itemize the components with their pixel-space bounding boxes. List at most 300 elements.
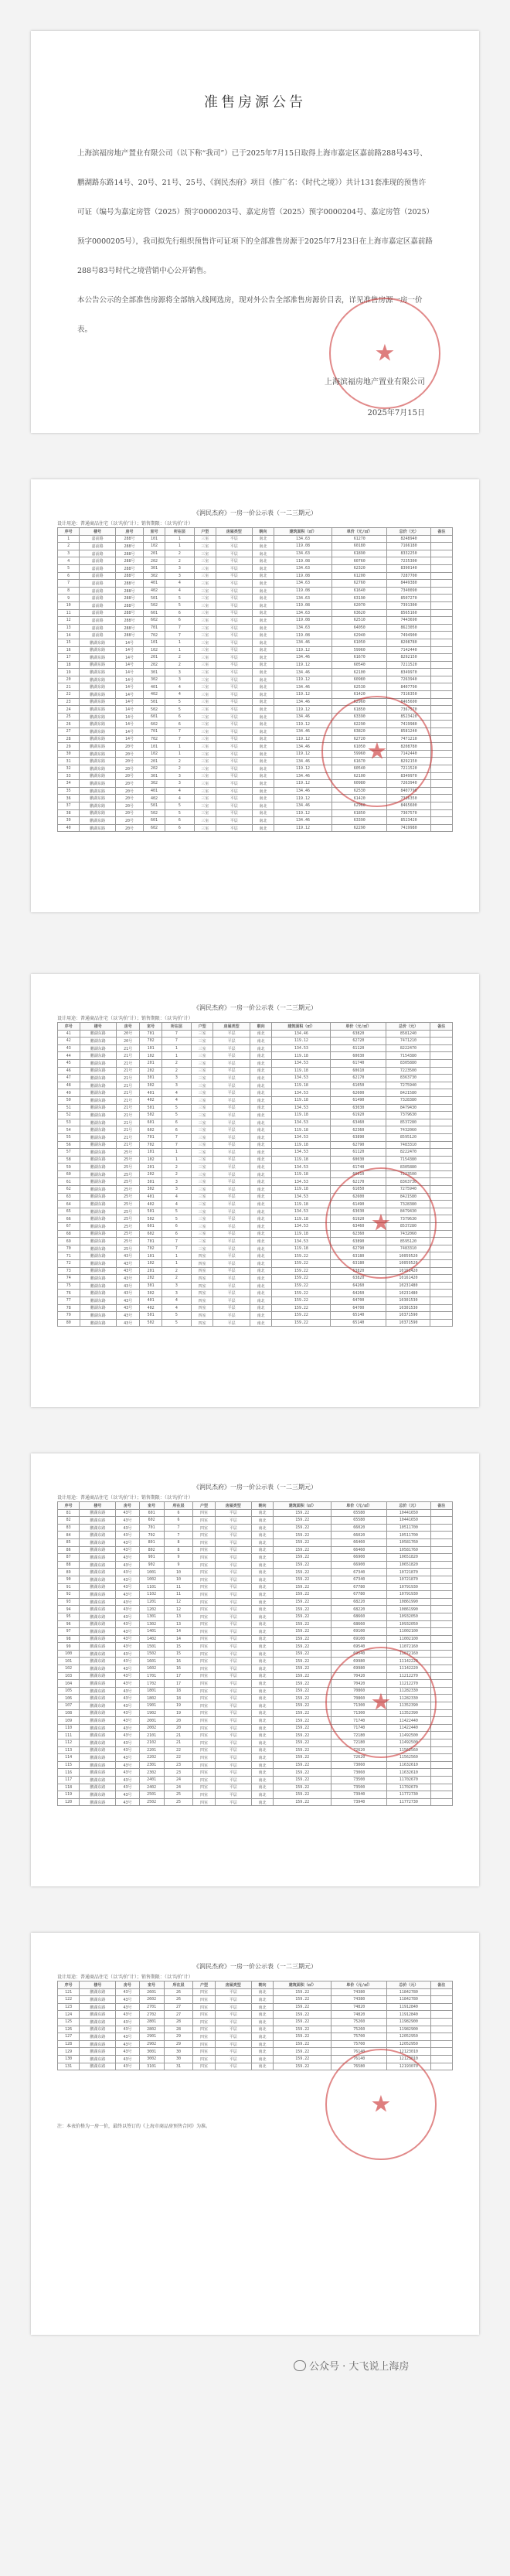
table-cell: 62100 <box>332 669 387 676</box>
table-cell: 159.22 <box>274 1606 332 1613</box>
table-caption: 《润民杰府》一房一价公示表（一二三期元） <box>193 1963 317 1970</box>
table-cell: 7 <box>165 624 195 632</box>
table-cell: 201 <box>143 550 165 557</box>
table-cell: 159.22 <box>274 1732 332 1739</box>
table-cell: 159.22 <box>274 1517 332 1525</box>
table-cell: 61670 <box>332 758 387 765</box>
table-cell: 8292150 <box>387 758 430 765</box>
table-cell: 3 <box>165 572 195 580</box>
column-header: 房号 <box>116 1981 139 1989</box>
table-cell: 119.18 <box>272 1230 331 1238</box>
table-cell: 159.22 <box>272 1290 331 1297</box>
table-cell: 4 <box>162 1201 191 1208</box>
table-cell <box>430 1509 452 1517</box>
table-cell: 16 <box>164 1658 193 1665</box>
table-cell: 平层 <box>216 750 252 758</box>
table-cell: 四室 <box>193 1680 215 1688</box>
table-cell: 43号 <box>116 1761 139 1769</box>
table-cell: 5 <box>165 802 195 809</box>
table-cell: 95 <box>58 1613 80 1620</box>
table-cell: 鹏湖东路 <box>80 1178 116 1186</box>
table-cell: 702 <box>140 1038 162 1045</box>
table-cell: 72620 <box>332 1754 387 1762</box>
table-cell <box>430 1186 453 1194</box>
table-cell: 74 <box>58 1275 80 1283</box>
table-cell <box>430 802 452 809</box>
table-cell: 62170 <box>331 1178 386 1186</box>
table-cell: 四室 <box>193 1554 215 1562</box>
table-cell: 119.18 <box>272 1215 331 1223</box>
table-cell <box>430 1112 453 1119</box>
table-cell: 平层 <box>215 1754 251 1762</box>
table-cell: 159.22 <box>274 1996 332 2004</box>
table-cell: 201 <box>140 1164 162 1171</box>
table-cell: 11982900 <box>387 2026 431 2033</box>
table-cell: 10651820 <box>387 1561 431 1569</box>
table-cell: 16 <box>58 646 80 654</box>
table-row <box>58 824 453 832</box>
table-cell: 159.22 <box>274 1672 332 1680</box>
table-cell: 25号 <box>116 1201 139 1208</box>
table-cell: 南北 <box>252 535 274 543</box>
table-cell: 4 <box>162 1297 191 1304</box>
table-cell <box>430 2055 452 2063</box>
table-cell: 8349970 <box>387 669 430 676</box>
table-cell: 79 <box>58 1312 80 1320</box>
table-cell: 20号 <box>116 750 144 758</box>
table-cell <box>430 1746 452 1754</box>
table-cell: 9 <box>58 595 80 602</box>
table-cell: 南北 <box>251 2011 273 2019</box>
table-cell: 288号 <box>116 624 144 632</box>
table-cell: 25号 <box>116 1223 139 1231</box>
table-cell: 南北 <box>250 1275 272 1283</box>
table-cell: 南北 <box>251 1561 273 1569</box>
table-cell <box>430 654 452 662</box>
table-cell: 鹏湖东路 <box>80 2040 116 2048</box>
table-cell: 62290 <box>332 721 387 728</box>
table-cell <box>430 1245 453 1252</box>
table-cell: 南北 <box>251 2063 273 2070</box>
table-row <box>58 1312 453 1320</box>
table-cell: 7 <box>162 1245 191 1252</box>
table-cell: 南北 <box>252 735 274 743</box>
table-cell: 70420 <box>332 1672 387 1680</box>
table-cell: 8565160 <box>387 609 430 617</box>
table-cell: 鹏湖东路 <box>80 1067 116 1075</box>
table-cell: 288号 <box>116 601 144 609</box>
table-cell: 64050 <box>332 624 387 632</box>
table-cell <box>430 795 452 802</box>
table-cell: 62720 <box>331 1038 386 1045</box>
table-cell: 27 <box>58 728 80 736</box>
table-cell: 61890 <box>332 550 387 557</box>
table-cell: 平层 <box>213 1082 250 1089</box>
table-cell: 13 <box>164 1613 193 1620</box>
table-cell: 南北 <box>251 2048 273 2056</box>
table-cell: 1601 <box>139 1658 164 1665</box>
table-cell: 平层 <box>215 2063 251 2070</box>
table-cell: 21号 <box>116 1119 139 1126</box>
table-cell: 平层 <box>213 1260 250 1268</box>
table-cell: 鹏湖东路 <box>80 824 116 832</box>
table-cell: 平层 <box>216 706 252 714</box>
table-cell: 134.46 <box>274 654 332 662</box>
table-cell: 159.22 <box>274 1658 332 1665</box>
table-cell: 17 <box>164 1672 193 1680</box>
table-cell: 三室 <box>194 617 216 625</box>
table-cell: 7 <box>162 1038 191 1045</box>
table-cell: 68 <box>58 1230 80 1238</box>
table-cell: 73940 <box>332 1791 387 1799</box>
table-cell: 288号 <box>116 557 144 565</box>
table-cell: 7316350 <box>387 691 430 699</box>
table-cell: 61270 <box>332 535 387 543</box>
table-cell: 701 <box>143 728 165 736</box>
table-cell <box>430 1517 452 1525</box>
table-cell: 501 <box>143 802 165 809</box>
table-cell <box>430 683 452 691</box>
table-cell: 20号 <box>116 795 144 802</box>
table-cell: 902 <box>139 1561 164 1569</box>
table-cell: 25号 <box>116 1193 139 1201</box>
table-cell: 南北 <box>250 1178 272 1186</box>
table-cell: 60760 <box>332 557 387 565</box>
table-cell: 65580 <box>332 1517 387 1525</box>
table-cell: 平层 <box>215 1517 251 1525</box>
column-header: 楼号 <box>80 1502 116 1510</box>
table-cell: 三室 <box>194 817 216 825</box>
table-cell: 鹏湖东路 <box>80 1141 116 1149</box>
table-cell: 平层 <box>213 1304 250 1312</box>
table-cell: 159.22 <box>274 1746 332 1754</box>
table-cell: 三室 <box>191 1082 213 1089</box>
table-cell: 平层 <box>215 1680 251 1688</box>
table-cell: 鹏湖东路 <box>80 1613 116 1620</box>
table-cell: 四室 <box>193 1517 215 1525</box>
table-cell: 三室 <box>191 1223 213 1231</box>
table-cell: 61920 <box>331 1215 386 1223</box>
table-row <box>58 564 453 572</box>
column-header: 室号 <box>139 1502 164 1510</box>
table-cell: 43号 <box>116 1267 139 1275</box>
table-cell: 四室 <box>193 1702 215 1710</box>
table-cell: 平层 <box>215 1798 251 1806</box>
table-cell: 106 <box>58 1695 80 1702</box>
table-cell: 1 <box>165 646 195 654</box>
table-cell <box>430 1583 452 1591</box>
table-cell: 8 <box>164 1546 193 1554</box>
table-cell: 2102 <box>139 1739 164 1747</box>
table-cell: 平层 <box>216 765 252 773</box>
table-cell: 62070 <box>332 601 387 609</box>
table-row <box>58 1304 453 1312</box>
table-cell: 301 <box>143 564 165 572</box>
column-header: 所在层 <box>164 1502 193 1510</box>
table-cell: 四室 <box>193 1672 215 1680</box>
table-cell: 62760 <box>332 580 387 588</box>
table-cell: 82 <box>58 1517 80 1525</box>
table-cell: 119.12 <box>274 795 332 802</box>
table-row <box>58 2040 453 2048</box>
table-cell: 14号 <box>116 713 144 721</box>
table-cell <box>430 1096 453 1104</box>
table-cell: 32 <box>58 765 80 773</box>
table-cell: 118 <box>58 1784 80 1791</box>
table-cell: 平层 <box>215 1672 251 1680</box>
table-cell: 25号 <box>116 1238 139 1245</box>
table-cell: 10371590 <box>386 1319 430 1327</box>
table-cell: 12193070 <box>387 2063 431 2070</box>
table-cell: 159.22 <box>274 2048 332 2056</box>
table-cell: 南北 <box>250 1223 272 1231</box>
table-cell: 鹏湖东路 <box>80 2033 116 2041</box>
table-cell <box>430 1576 452 1583</box>
table-cell: 7379630 <box>386 1215 430 1223</box>
table-row <box>58 550 453 557</box>
table-cell: 四室 <box>193 1732 215 1739</box>
table-cell: 119 <box>58 1791 80 1799</box>
table-cell: 平层 <box>216 646 252 654</box>
table-cell: 116 <box>58 1769 80 1777</box>
table-cell: 11 <box>164 1583 193 1591</box>
table-cell: 75260 <box>332 2018 387 2026</box>
table-cell: 801 <box>139 1538 164 1546</box>
column-header: 总价（元） <box>387 1981 431 1989</box>
table-cell: 南北 <box>252 787 274 795</box>
column-header: 户型 <box>191 1023 213 1031</box>
table-cell: 119.12 <box>274 721 332 728</box>
table-cell: 鹏湖东路 <box>80 780 116 788</box>
table-cell: 1702 <box>139 1680 164 1688</box>
table-cell: 4 <box>162 1193 191 1201</box>
table-cell: 平层 <box>215 1739 251 1747</box>
table-cell: 63180 <box>331 1252 386 1260</box>
table-cell: 10 <box>164 1576 193 1583</box>
table-cell <box>430 2018 452 2026</box>
table-cell: 南北 <box>252 691 274 699</box>
table-cell: 四室 <box>193 1709 215 1717</box>
table-cell <box>430 624 452 632</box>
table-cell: 63820 <box>331 1275 386 1283</box>
table-cell: 南北 <box>250 1096 272 1104</box>
table-cell: 鹏湖东路 <box>80 721 116 728</box>
table-cell: 1 <box>165 535 195 543</box>
table-cell <box>430 1784 452 1791</box>
table-cell: 502 <box>140 1215 162 1223</box>
table-cell: 8407790 <box>387 787 430 795</box>
table-cell: 61050 <box>332 743 387 751</box>
table-cell: 三室 <box>191 1119 213 1126</box>
table-cell: 43号 <box>116 1695 139 1702</box>
table-cell: 6 <box>164 1509 193 1517</box>
table-cell: 159.22 <box>274 1754 332 1762</box>
table-cell: 43号 <box>116 1798 139 1806</box>
table-cell <box>430 1754 452 1762</box>
table-cell <box>430 1643 452 1651</box>
table-cell: 14号 <box>116 721 144 728</box>
table-cell: 鹏湖东路 <box>80 1643 116 1651</box>
table-cell: 76 <box>58 1290 80 1297</box>
table-cell: 11492500 <box>387 1739 431 1747</box>
table-cell: 288号 <box>116 572 144 580</box>
table-cell: 502 <box>140 1112 162 1119</box>
table-cell: 62600 <box>331 1193 386 1201</box>
table-cell: 南北 <box>251 2018 273 2026</box>
table-cell: 南北 <box>252 572 274 580</box>
table-cell: 鹏湖东路 <box>80 1650 116 1658</box>
table-cell: 平层 <box>215 1724 251 1732</box>
table-cell: 288号 <box>116 595 144 602</box>
table-cell: 南北 <box>251 2033 273 2041</box>
table-cell: 三室 <box>194 772 216 780</box>
table-row <box>58 2026 453 2033</box>
table-cell: 14号 <box>116 691 144 699</box>
table-cell: 103 <box>58 1672 80 1680</box>
table-cell: 64260 <box>331 1282 386 1290</box>
table-cell <box>430 1538 452 1546</box>
table-cell: 61490 <box>331 1096 386 1104</box>
table-cell: 134.46 <box>274 817 332 825</box>
table-cell: 四室 <box>193 1724 215 1732</box>
table-cell: 119.12 <box>274 676 332 683</box>
table-cell: 平层 <box>213 1126 250 1134</box>
table-cell: 61740 <box>331 1164 386 1171</box>
table-cell: 嘉前路 <box>80 587 116 595</box>
table-cell: 72180 <box>332 1732 387 1739</box>
table-cell: 68220 <box>332 1606 387 1613</box>
table-cell: 南北 <box>252 795 274 802</box>
column-header: 朝向 <box>250 1023 272 1031</box>
table-cell: 四室 <box>193 1798 215 1806</box>
table-cell: 11142220 <box>387 1665 431 1673</box>
table-cell: 三室 <box>194 728 216 736</box>
table-row <box>58 587 453 595</box>
table-cell: 70 <box>58 1245 80 1252</box>
table-cell: 61420 <box>332 795 387 802</box>
table-cell: 129 <box>58 2048 80 2056</box>
table-cell: 1 <box>165 639 195 646</box>
table-cell: 7211520 <box>387 661 430 669</box>
table-cell: 鹏湖东路 <box>80 1798 116 1806</box>
table-cell: 122 <box>58 1996 80 2004</box>
table-header-row <box>58 1502 453 1510</box>
table-cell: 23 <box>58 698 80 706</box>
table-cell: 159.22 <box>274 2040 332 2048</box>
table-cell: 南北 <box>251 1798 273 1806</box>
table-cell: 20 <box>164 1724 193 1732</box>
table-cell: 三室 <box>194 587 216 595</box>
column-header: 房屋类型 <box>215 1981 251 1989</box>
table-cell: 43号 <box>116 1643 139 1651</box>
table-cell: 60610 <box>331 1067 386 1075</box>
table-cell: 8523420 <box>387 817 430 825</box>
table-cell: 14号 <box>116 654 144 662</box>
table-cell: 11142220 <box>387 1658 431 1665</box>
table-cell: 四室 <box>193 1635 215 1643</box>
table-cell: 17 <box>58 654 80 662</box>
table-cell: 43号 <box>116 1620 139 1628</box>
table-cell: 102 <box>143 646 165 654</box>
table-cell <box>430 1798 452 1806</box>
table-cell: 76580 <box>332 2063 387 2070</box>
table-cell: 121 <box>58 1988 80 1996</box>
table-cell: 7142440 <box>387 646 430 654</box>
table-cell: 43号 <box>116 1554 139 1562</box>
table-cell: 平层 <box>213 1297 250 1304</box>
table-cell: 鹏湖东路 <box>80 1583 116 1591</box>
table-cell: 402 <box>140 1304 162 1312</box>
table-cell: 平层 <box>216 795 252 802</box>
table-cell: 81 <box>58 1509 80 1517</box>
price-table-page-2 <box>31 974 479 1407</box>
table-cell: 4 <box>58 557 80 565</box>
table-cell: 10511700 <box>387 1524 431 1532</box>
table-cell: 101 <box>140 1252 162 1260</box>
table-cell: 三室 <box>194 713 216 721</box>
column-header: 朝向 <box>251 1502 273 1510</box>
table-cell: 11842780 <box>387 1988 431 1996</box>
table-cell: 159.22 <box>274 1635 332 1643</box>
table-cell: 63030 <box>331 1104 386 1112</box>
table-cell: 119.12 <box>274 824 332 832</box>
table-cell: 60610 <box>331 1170 386 1178</box>
table-cell: 159.22 <box>274 1665 332 1673</box>
table-cell: 四室 <box>193 1509 215 1517</box>
table-cell: 平层 <box>215 1776 251 1784</box>
table-cell: 7483310 <box>386 1245 430 1252</box>
table-row <box>58 1067 453 1075</box>
table-cell: 平层 <box>213 1075 250 1082</box>
table-cell: 平层 <box>215 1769 251 1777</box>
table-cell <box>430 1569 452 1576</box>
table-cell: 鹏湖东路 <box>80 1030 116 1038</box>
table-cell: 65140 <box>331 1319 386 1327</box>
table-cell: 89 <box>58 1569 80 1576</box>
table-cell: 三室 <box>194 654 216 662</box>
table-cell: 平层 <box>213 1156 250 1164</box>
table-cell: 7263940 <box>387 676 430 683</box>
table-cell: 302 <box>140 1290 162 1297</box>
table-cell: 11212270 <box>387 1672 431 1680</box>
table-row <box>58 1112 453 1119</box>
table-cell: 南北 <box>252 802 274 809</box>
table-cell: 63620 <box>332 609 387 617</box>
table-cell: 43号 <box>116 1746 139 1754</box>
table-cell: 三室 <box>191 1044 213 1052</box>
table-cell: 14 <box>164 1628 193 1636</box>
table-cell: 南北 <box>251 1687 273 1695</box>
table-cell: 5 <box>162 1319 191 1327</box>
table-cell: 南北 <box>250 1312 272 1320</box>
table-cell: 29 <box>58 743 80 751</box>
table-cell: 134.53 <box>272 1208 331 1215</box>
table-cell <box>430 1591 452 1599</box>
table-cell: 四室 <box>193 1776 215 1784</box>
table-cell: 鹏湖东路 <box>80 1126 116 1134</box>
table-cell: 134.63 <box>274 535 332 543</box>
table-cell: 7223500 <box>386 1067 430 1075</box>
table-cell <box>430 817 452 825</box>
table-cell: 8421580 <box>386 1089 430 1097</box>
table-cell: 嘉前路 <box>80 609 116 617</box>
table-cell: 43号 <box>116 2011 139 2019</box>
table-cell <box>430 780 452 788</box>
table-cell: 108 <box>58 1709 80 1717</box>
table-cell: 502 <box>143 601 165 609</box>
table-cell: 21号 <box>116 1067 139 1075</box>
column-header: 楼号 <box>80 1981 116 1989</box>
